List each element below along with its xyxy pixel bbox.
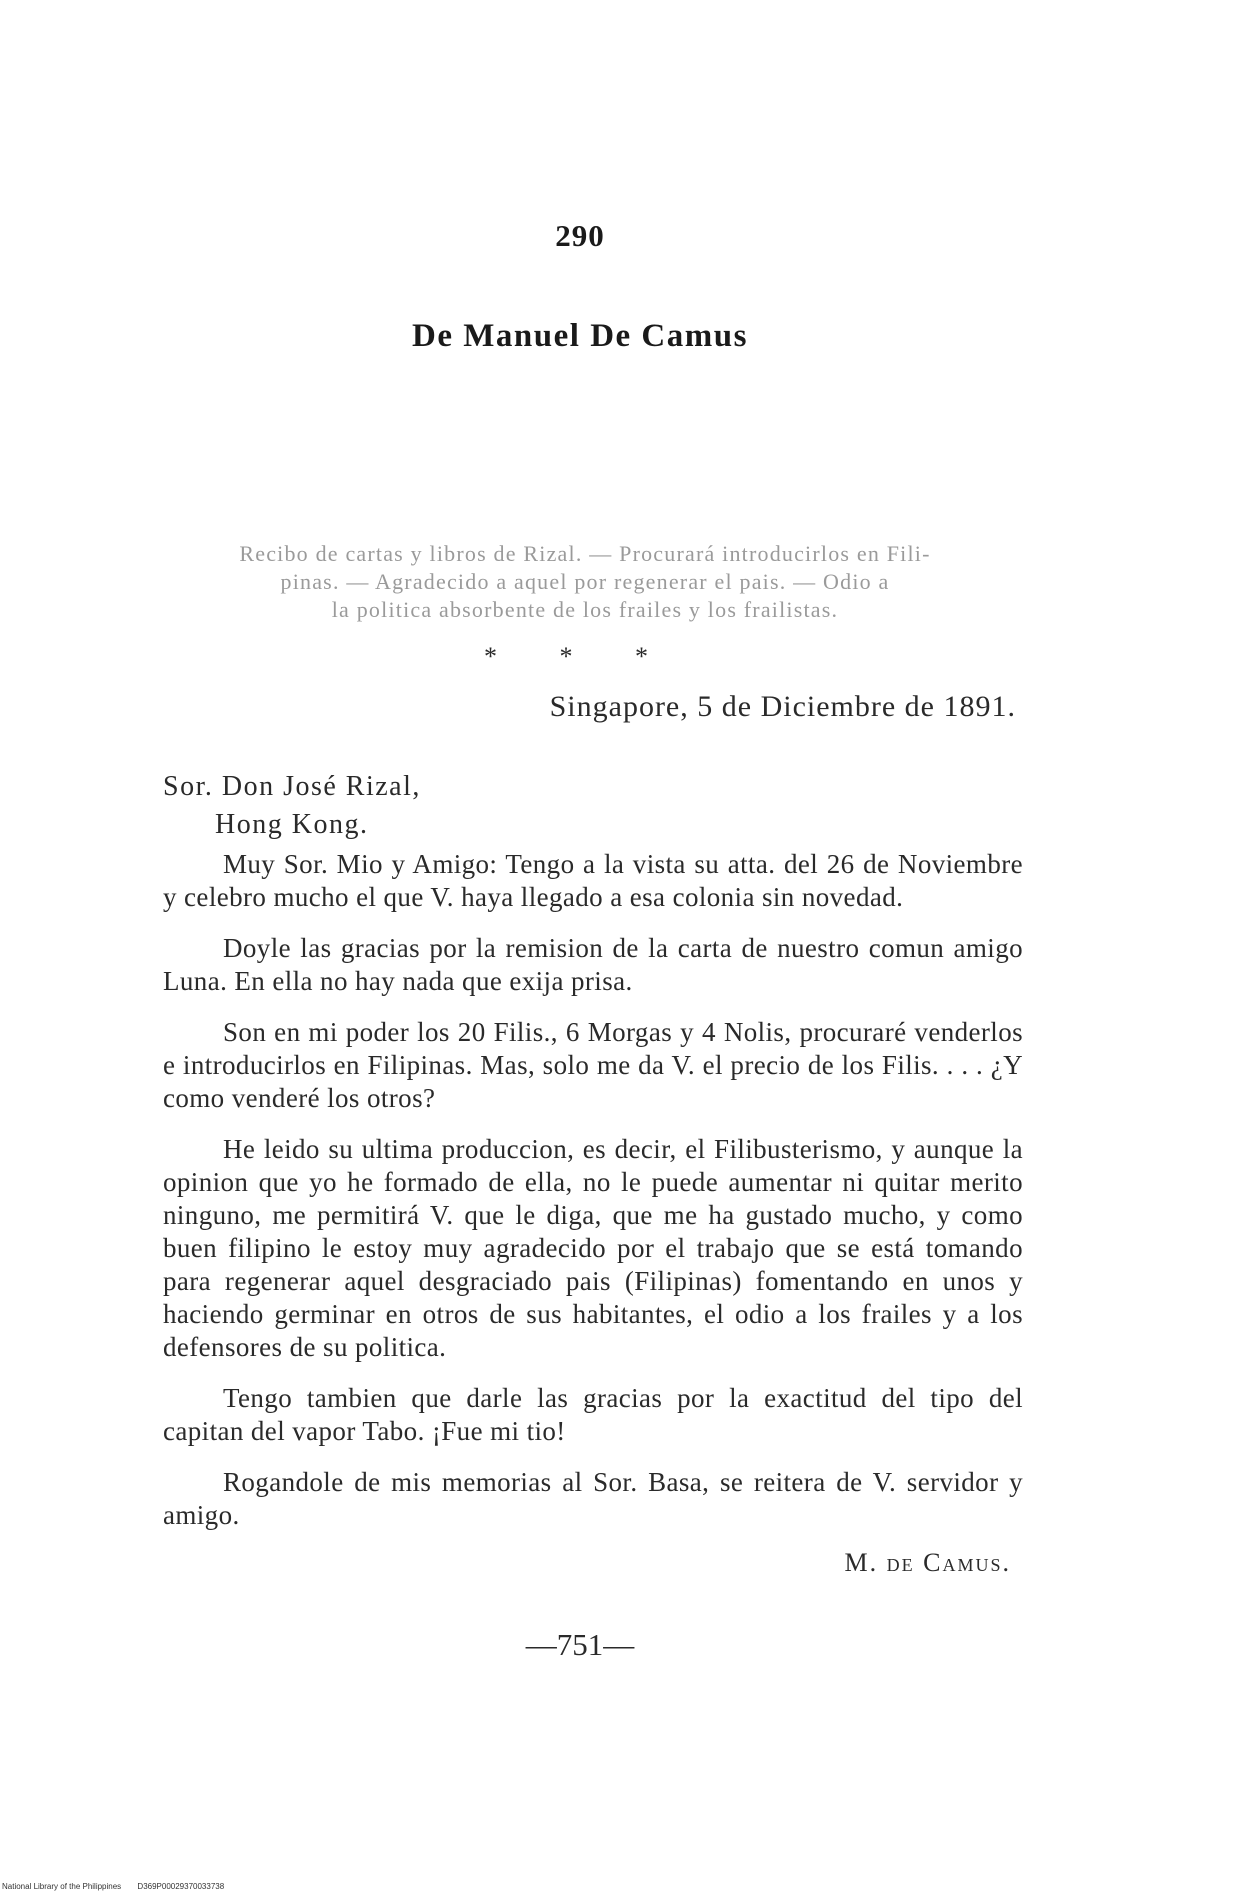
addressee-city: Hong Kong. bbox=[215, 809, 369, 840]
footer-credit bbox=[2, 1882, 238, 1891]
summary-line: pinas. — Agradecido a aquel por regenerar el pais. — Odio a bbox=[280, 569, 890, 594]
dateline: Singapore, 5 de Diciembre de 1891. bbox=[549, 690, 1016, 723]
body-paragraph: Son en mi poder los 20 Filis., 6 Morgas y 4 Nolis, procuraré venderlos e introducirlos en Filipinas. Mas, solo me da V. el precio de los Filis. . . . ¿Y como venderé los otros? bbox=[163, 1017, 1023, 1113]
letter-heading: De Manuel De Camus bbox=[412, 318, 748, 354]
footer-library: National Library of the Philippines bbox=[2, 1882, 122, 1891]
page-number: —751— bbox=[525, 1627, 635, 1662]
body-paragraph: Tengo tambien que darle las gracias por la exactitud del tipo del capitan del vapor Tabo. ¡Fue mi tio! bbox=[163, 1383, 1023, 1446]
body-paragraph: He leido su ultima produccion, es decir, el Filibusterismo, y aunque la opinion que yo he formado de ella, no le puede aumentar ni quitar merito ninguno, me permitirá V. que le diga, que me ha gustado mucho, y como buen filipino le estoy muy agradecido por el trabajo que se está tomando para regenerar aquel desgraciado pais (Filipinas) fomentando en unos y haciendo germinar en otros de sus habitantes, el odio a los frailes y a los defensores de su politica. bbox=[163, 1134, 1023, 1362]
body-paragraph: Rogandole de mis memorias al Sor. Basa, se reitera de V. servidor y amigo. bbox=[163, 1467, 1023, 1530]
letter-body bbox=[163, 848, 1023, 1550]
body-paragraph: Doyle las gracias por la remision de la carta de nuestro comun amigo Luna. En ella no hay nada que exija prisa. bbox=[163, 933, 1023, 996]
section-separator: * * * bbox=[484, 642, 676, 671]
letter-summary bbox=[158, 540, 1012, 624]
footer-code: D369P00029370033738 bbox=[137, 1882, 225, 1891]
addressee-name: Sor. Don José Rizal, bbox=[163, 771, 421, 802]
body-paragraph: Muy Sor. Mio y Amigo: Tengo a la vista su atta. del 26 de Noviembre y celebro mucho el que V. haya llegado a esa colonia sin novedad. bbox=[163, 849, 1023, 912]
summary-line: la politica absorbente de los frailes y los frailistas. bbox=[331, 597, 839, 622]
summary-line: Recibo de cartas y libros de Rizal. — Procurará introducirlos en Fili- bbox=[239, 541, 931, 566]
letter-number: 290 bbox=[555, 218, 605, 253]
addressee-block bbox=[163, 768, 421, 844]
signature: M. de Camus. bbox=[844, 1548, 1011, 1577]
